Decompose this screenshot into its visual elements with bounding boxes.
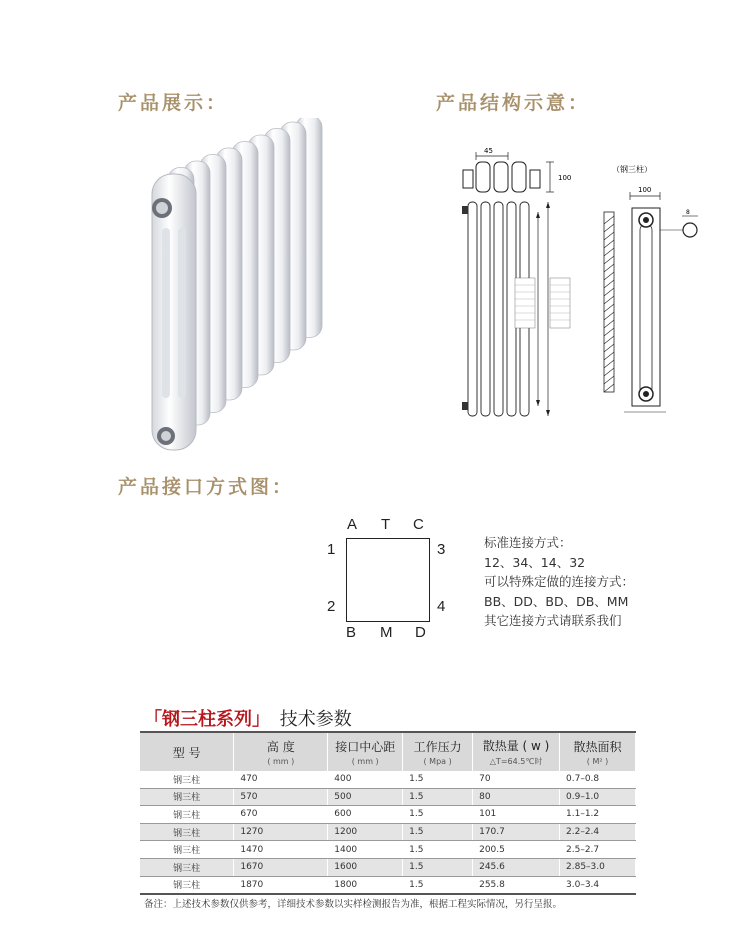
conn-label-right-2: 4 bbox=[437, 598, 446, 615]
table-cell: 101 bbox=[473, 806, 560, 824]
table-cell: 245.6 bbox=[473, 858, 560, 876]
table-cell: 1400 bbox=[328, 841, 403, 859]
table-cell: 1.5 bbox=[403, 841, 473, 859]
model-label: （钢三柱） bbox=[612, 165, 652, 174]
section-title-display: 产品展示： bbox=[118, 92, 229, 114]
table-cell: 500 bbox=[328, 788, 403, 806]
conn-label-top-3: C bbox=[413, 516, 424, 533]
table-note: 备注：上述技术参数仅供参考，详细技术参数以实样检测报告为准，根据工程实际情况，另行呈报。 bbox=[144, 899, 563, 910]
table-cell: 1470 bbox=[234, 841, 328, 859]
table-cell: 1.5 bbox=[403, 806, 473, 824]
header-center-distance: 接口中心距 ( mm ) bbox=[328, 732, 403, 771]
table-cell: 170.7 bbox=[473, 823, 560, 841]
table-row bbox=[140, 771, 636, 788]
connection-notes bbox=[484, 533, 634, 631]
conn-note-3: 可以特殊定做的连接方式： bbox=[484, 574, 635, 589]
dim-100-side-label: 100 bbox=[638, 186, 652, 194]
table-cell: 3.0–3.4 bbox=[560, 876, 636, 894]
table-cell: 1800 bbox=[328, 876, 403, 894]
conn-note-2: 12、34、14、32 bbox=[484, 554, 586, 570]
table-cell: 钢三柱 bbox=[140, 876, 234, 894]
header-pressure: 工作压力 ( Mpa ) bbox=[403, 732, 473, 771]
table-cell: 钢三柱 bbox=[140, 823, 234, 841]
header-height: 高 度 ( mm ) bbox=[234, 732, 328, 771]
header-model: 型 号 bbox=[140, 732, 234, 771]
table-cell: 80 bbox=[473, 788, 560, 806]
table-cell: 0.9–1.0 bbox=[560, 788, 636, 806]
table-cell: 570 bbox=[234, 788, 328, 806]
table-title-text: 技术参数 bbox=[279, 709, 352, 730]
conn-label-left-1: 1 bbox=[327, 541, 336, 558]
conn-label-bottom-1: B bbox=[346, 624, 357, 641]
table-cell: 1200 bbox=[328, 823, 403, 841]
table-cell: 255.8 bbox=[473, 876, 560, 894]
table-title-series: 「钢三柱系列」 bbox=[144, 709, 270, 730]
dim-8-label: 8 bbox=[686, 209, 690, 216]
header-heat-output: 散热量 ( w ) △T=64.5℃时 bbox=[473, 732, 560, 771]
dim-45-label: 45 bbox=[484, 147, 493, 155]
table-cell: 400 bbox=[328, 771, 403, 788]
table-cell: 200.5 bbox=[473, 841, 560, 859]
table-cell: 1.5 bbox=[403, 876, 473, 894]
table-cell: 70 bbox=[473, 771, 560, 788]
table-cell: 0.7–0.8 bbox=[560, 771, 636, 788]
section-title-structure: 产品结构示意： bbox=[436, 92, 591, 114]
table-cell: 670 bbox=[234, 806, 328, 824]
conn-label-right-1: 3 bbox=[437, 541, 446, 558]
structure-side-diagram bbox=[596, 160, 708, 420]
table-cell: 1600 bbox=[328, 858, 403, 876]
table-cell: 钢三柱 bbox=[140, 806, 234, 824]
radiator-product-image bbox=[140, 118, 350, 456]
conn-label-top-1: A bbox=[347, 516, 358, 533]
table-row bbox=[140, 876, 636, 894]
section-title-connection: 产品接口方式图： bbox=[118, 476, 295, 498]
table-cell: 1870 bbox=[234, 876, 328, 894]
conn-note-5: 其它连接方式请联系我们 bbox=[484, 613, 622, 628]
table-cell: 2.5–2.7 bbox=[560, 841, 636, 859]
header-heat-area: 散热面积 ( M² ) bbox=[560, 732, 636, 771]
spec-table bbox=[140, 731, 636, 895]
connection-box bbox=[346, 538, 430, 622]
table-row bbox=[140, 788, 636, 806]
table-cell: 1.5 bbox=[403, 858, 473, 876]
table-cell: 1670 bbox=[234, 858, 328, 876]
table-row bbox=[140, 858, 636, 876]
dim-100-top-label: 100 bbox=[558, 174, 572, 182]
table-cell: 2.2–2.4 bbox=[560, 823, 636, 841]
conn-note-4: BB、DD、BD、DB、MM bbox=[484, 593, 629, 609]
table-cell: 1.5 bbox=[403, 771, 473, 788]
structure-front-diagram bbox=[448, 140, 578, 430]
table-cell: 1.5 bbox=[403, 788, 473, 806]
table-cell: 钢三柱 bbox=[140, 841, 234, 859]
conn-label-bottom-3: D bbox=[415, 624, 426, 641]
table-cell: 钢三柱 bbox=[140, 771, 234, 788]
table-cell: 1.5 bbox=[403, 823, 473, 841]
table-cell: 钢三柱 bbox=[140, 788, 234, 806]
table-cell: 1270 bbox=[234, 823, 328, 841]
table-row bbox=[140, 823, 636, 841]
table-cell: 2.85–3.0 bbox=[560, 858, 636, 876]
table-header-row bbox=[140, 732, 636, 771]
table-cell: 600 bbox=[328, 806, 403, 824]
table-row bbox=[140, 806, 636, 824]
conn-label-left-2: 2 bbox=[327, 598, 336, 615]
table-title bbox=[144, 705, 352, 731]
conn-label-top-2: T bbox=[381, 516, 391, 533]
table-cell: 470 bbox=[234, 771, 328, 788]
conn-label-bottom-2: M bbox=[380, 624, 393, 641]
conn-note-1: 标准连接方式： bbox=[484, 535, 572, 550]
table-cell: 1.1–1.2 bbox=[560, 806, 636, 824]
table-cell: 钢三柱 bbox=[140, 858, 234, 876]
table-row bbox=[140, 841, 636, 859]
